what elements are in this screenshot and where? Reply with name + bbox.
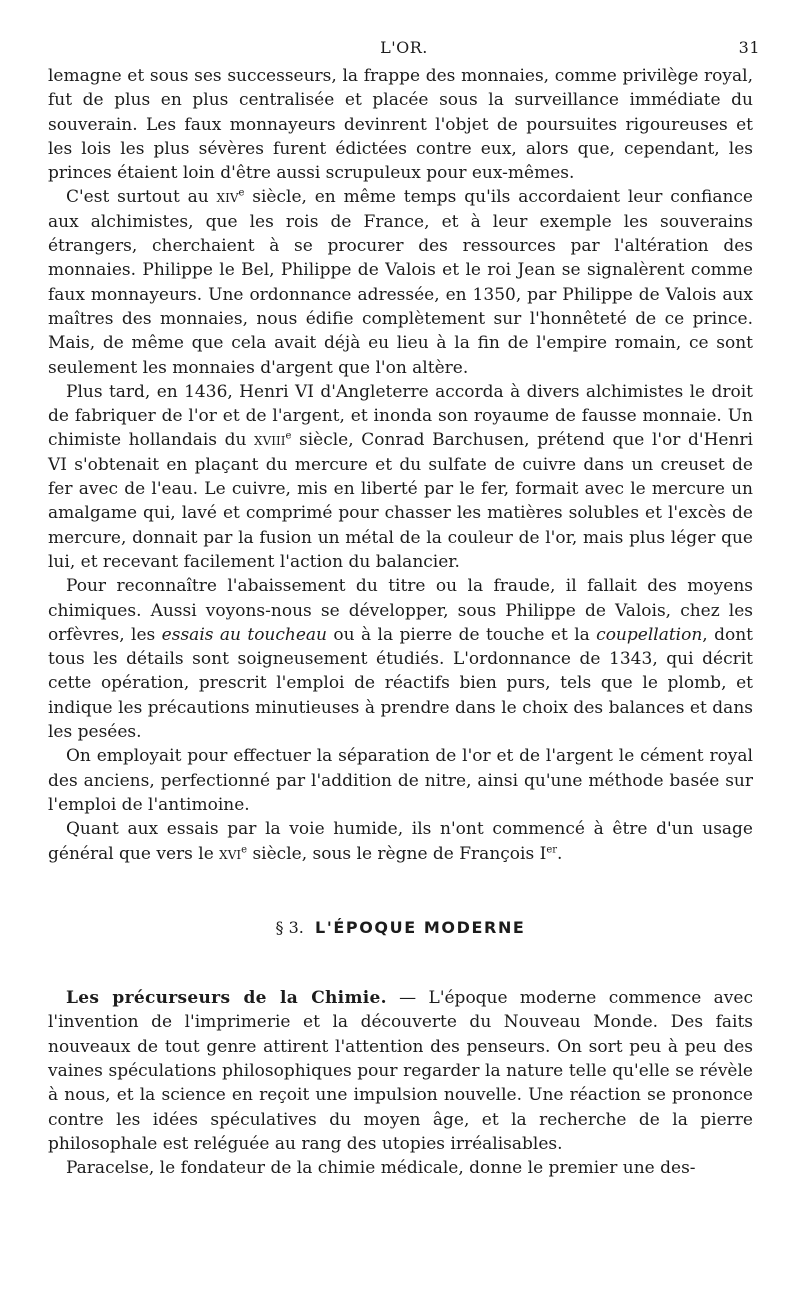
- p2-sup: e: [238, 187, 245, 199]
- p6-text-a: Quant aux essais par la voie humide, ils n'ont commencé à être d'un usage général que vers le: [48, 819, 753, 864]
- p3-text-a: Plus tard, en 1436, Henri VI d'Angleterre accorda à divers alchimistes le droit de fabriquer de l'or et de l'argent, et inonda son royaume de fausse monnaie. Un chimiste hollandais du: [48, 381, 753, 451]
- p4-italic-coupellation: coupellation: [596, 624, 703, 645]
- running-header: [48, 38, 760, 60]
- paragraph-4: [48, 574, 753, 744]
- runin-heading: Les précurseurs de la Chimie.: [66, 988, 387, 1009]
- p6-text-c: .: [557, 843, 563, 864]
- p7-text: — L'époque moderne commence avec l'invention de l'imprimerie et la découverte du Nouveau Monde. Des faits nouveaux de tout genre attirent l'attention des penseurs. On sort peu à peu des vaines spéculations philosophiques pour regarder la nature telle qu'elle se révèle à nous, et la science en reçoit une impulsion nouvelle. Une réaction se prononce contre les idées spéculatives du moyen âge, et la recherche de la pierre philosophale est reléguée au rang des utopies irréalisables.: [48, 988, 753, 1154]
- paragraph-6: [48, 817, 753, 866]
- paragraph-2: [48, 185, 753, 379]
- page-number: 31: [738, 38, 760, 57]
- p2-text-b: siècle, en même temps qu'ils accordaient leur confiance aux alchimistes, que les rois de France, et à leur exemple les souverains étrangers, cherchaient à se procurer des ressources par l'altération des monnaies. Philippe le Bel, Philippe de Valois et le roi Jean se signalèrent comme faux monnayeurs. Une ordonnance adressée, en 1350, par Philippe de Valois aux maîtres des monnaies, nous édifie complètement sur l'honnêteté de ce prince. Mais, de même que cela avait déjà eu lieu à la fin de l'empire romain, ce sont seulement les monnaies d'argent que l'on altère.: [48, 187, 753, 378]
- running-title: L'OR.: [380, 38, 428, 57]
- paragraph-8: Paracelse, le fondateur de la chimie médicale, donne le premier une des-: [66, 1158, 696, 1179]
- paragraph-1: lemagne et sous ses successeurs, la frappe des monnaies, comme privilège royal, fut de plus en plus centralisée et placée sous la surveillance immédiate du souverain. Les faux monnayeurs devinrent l'objet de poursuites rigoureuses et les lois les plus sévères furent édictées contre eux, alors que, cependant, les princes étaient loin d'être aussi scrupuleux pour eux-mêmes.: [48, 66, 753, 184]
- p6-sup: e: [241, 843, 248, 855]
- p3-century: xviii: [254, 430, 286, 451]
- p4-text-a: Pour reconnaître l'abaissement du titre ou la fraude, il fallait des moyens chimiques. Aussi voyons-nous se développer, sous Philippe de Valois, chez les orfèvres, les: [48, 576, 753, 645]
- p4-italic-toucheau: essais au toucheau: [161, 624, 327, 645]
- section-title: L'ÉPOQUE MODERNE: [315, 917, 526, 937]
- p2-text-a: C'est surtout au: [66, 187, 217, 208]
- p3-text-b: siècle, Conrad Barchusen, prétend que l'or d'Henri VI s'obtenait en plaçant du mercure et du sulfate de cuivre dans un creuset de fer avec de l'eau. Le cuivre, mis en liberté par le fer, formait avec le mercure un amalgame qui, lavé et comprimé pour chasser les matières solubles et l'excès de mercure, donnait par la fusion un métal de la couleur de l'or, mais plus léger que lui, et recevant facilement l'action du balancier.: [48, 430, 753, 572]
- section-symbol: § 3.: [275, 917, 304, 937]
- paragraph-3: [48, 380, 753, 574]
- section-heading: [48, 916, 753, 940]
- p6-sup-er: er: [546, 843, 558, 855]
- paragraph-7: [48, 986, 753, 1156]
- p6-century: xvi: [219, 843, 242, 864]
- p3-sup: e: [285, 430, 292, 442]
- page-body: [48, 64, 753, 1180]
- p2-century: xiv: [216, 187, 239, 208]
- p4-text-c: , dont tous les détails sont soigneusement étudiés. L'ordonnance de 1343, qui décrit cette opération, prescrit l'emploi de réactifs bien purs, tels que le plomb, et indique les précautions minutieuses à prendre dans le choix des balances et dans les pesées.: [48, 624, 753, 743]
- p6-text-b: siècle, sous le règne de François I: [247, 843, 547, 864]
- paragraph-5: On employait pour effectuer la séparation de l'or et de l'argent le cément royal des anciens, perfectionné par l'addition de nitre, ainsi qu'une méthode basée sur l'emploi de l'antimoine.: [48, 746, 753, 815]
- p4-text-b: ou à la pierre de touche et la: [327, 624, 597, 645]
